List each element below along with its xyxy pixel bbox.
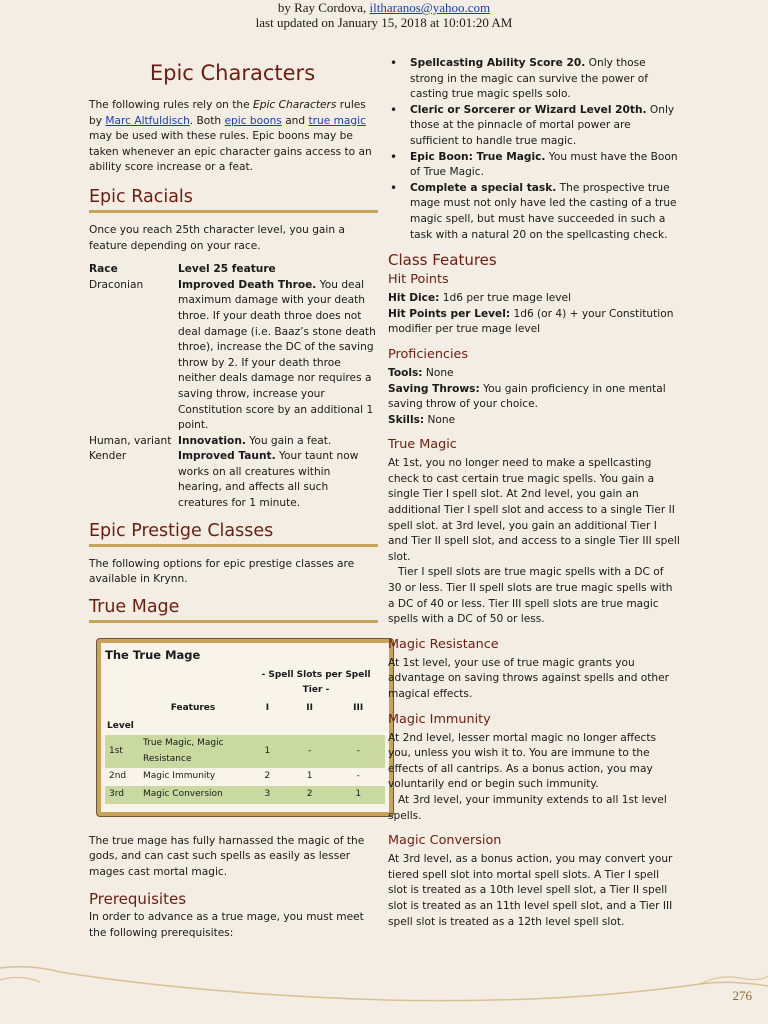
table-row — [105, 768, 385, 786]
race-name: Human, variant — [89, 434, 172, 447]
level-header: Level — [107, 720, 134, 731]
hp-level-text: 1d6 (or 4) + your Constitution modifier per true mage level — [388, 307, 674, 336]
heading-rule — [89, 210, 378, 213]
race-column-header — [89, 262, 178, 278]
magic-immunity-paragraph: At 3rd level, your immunity extends to all 1st level spells. — [388, 793, 667, 822]
magic-immunity-heading: Magic Immunity — [388, 711, 491, 727]
intro-text: may be used with these rules. Epic boons may be taken whenever an epic character gains access to an ability score increase or a feat. — [89, 130, 372, 174]
prerequisites-heading: Prerequisites — [89, 890, 187, 909]
tier-cell: - — [356, 771, 360, 782]
prereq-text: The prospective true mage must not only have led the casting of a true magic spell, but must have succeeded in such a task with a natural 20 on the spellcasting check. — [410, 181, 677, 241]
tools-text: None — [422, 366, 454, 379]
true-magic-heading: True Magic — [388, 437, 457, 453]
features-cell: Magic Immunity — [143, 771, 216, 782]
epic-boons-link[interactable]: epic boons — [224, 114, 282, 127]
feature-name: Improved Taunt. — [178, 450, 276, 463]
intro-emphasis: Epic Characters — [253, 99, 337, 111]
true-mage-table — [105, 667, 385, 804]
byline — [0, 0, 768, 15]
heading-rule — [89, 620, 378, 623]
race-name: Draconian — [89, 278, 144, 291]
race-name: Kender — [89, 450, 127, 463]
prereq-name: Epic Boon: True Magic. — [410, 150, 546, 163]
table-header-row — [105, 700, 385, 718]
magic-conversion-heading: Magic Conversion — [388, 833, 502, 849]
prereq-name: Cleric or Sorcerer or Wizard Level 20th. — [410, 103, 647, 116]
feature-name: Improved Death Throe. — [178, 278, 317, 291]
prereq-name: Complete a special task. — [410, 181, 557, 194]
prestige-intro: The following options for epic prestige classes are available in Krynn. — [89, 557, 355, 586]
email-link[interactable]: iltharanos@yahoo.com — [369, 0, 491, 15]
empty-header — [247, 718, 288, 736]
empty-header — [105, 667, 139, 700]
left-column — [89, 56, 376, 942]
true-mage-heading: True Mage — [89, 596, 180, 617]
feature-header-text: Level 25 feature — [178, 263, 276, 276]
last-updated: last updated on January 15, 2018 at 10:01:20 AM — [255, 15, 513, 30]
magic-resistance-text: At 1st level, your use of true magic grants you advantage on saving throws against spells and other magical effects. — [388, 656, 670, 700]
tier-cell: 2 — [264, 771, 271, 782]
skills-label: Skills: — [388, 413, 425, 426]
features-cell: True Magic, Magic Resistance — [139, 735, 247, 768]
race-feature — [178, 449, 376, 511]
author-link[interactable]: Marc Altfuldisch — [105, 114, 190, 127]
saves-label: Saving Throws: — [388, 382, 480, 395]
race-feature — [178, 278, 376, 434]
feature-text: You gain a feat. — [245, 434, 332, 447]
table-row — [105, 735, 385, 768]
table-row — [105, 786, 385, 804]
proficiencies-heading: Proficiencies — [388, 346, 469, 362]
features-header: Features — [170, 703, 216, 714]
tools-line — [388, 366, 680, 382]
tier-cell: 1 — [306, 771, 313, 782]
racials-intro: Once you reach 25th character level, you gain a feature depending on your race. — [89, 223, 345, 252]
feature-text: You deal maximum damage with your death throe. If your death throe does not deal damage (i.e. Baaz’s stone death throe), increase the DC of the saving throw by 2. If your death throe neither deals damage nor requires a saving throw, increase your Constitution score by an additional 1 point. — [178, 278, 376, 432]
true-magic-link[interactable]: true magic — [308, 114, 366, 127]
tier-header: I — [265, 703, 270, 714]
tier-header: III — [353, 703, 364, 714]
table-title: The True Mage — [105, 647, 201, 662]
tier-cell: 1 — [331, 786, 385, 804]
intro-text: . Both — [189, 114, 225, 127]
level-cell: 1st — [105, 735, 139, 768]
true-magic-paragraph: At 1st, you no longer need to make a spellcasting check to cast certain true magic spells. You gain a single Tier I spell slot. At 2nd level, you gain an additional Tier I spell slot and access to a single Tier II spell slot. at 3rd level, you gain an additional Tier I and Tier II spell slot, and access to a single Tier III spell slot. — [388, 457, 680, 563]
race-header-text: Race — [89, 263, 118, 276]
empty-header — [139, 718, 247, 736]
saving-throws-line — [388, 382, 680, 413]
empty-header — [288, 718, 332, 736]
skills-text: None — [424, 413, 456, 426]
right-column — [388, 56, 680, 930]
level-cell: 2nd — [109, 771, 127, 782]
prerequisites-list — [388, 56, 680, 243]
racials-heading: Epic Racials — [89, 186, 193, 207]
byline-text: by Ray Cordova, — [277, 0, 370, 15]
tier-cell: - — [331, 735, 385, 768]
empty-header — [105, 700, 139, 718]
list-item — [410, 103, 680, 150]
prereq-text: Only those at the pinnacle of mortal power are sufficient to handle true magic. — [410, 103, 675, 147]
race-table — [89, 262, 376, 512]
prerequisites-intro: In order to advance as a true mage, you must meet the following prerequisites: — [89, 911, 364, 939]
tier-cell: - — [288, 735, 332, 768]
features-cell: Magic Conversion — [139, 786, 247, 804]
prereq-text: Only those strong in the magic can survive the power of casting true magic spells solo. — [410, 57, 648, 101]
true-mage-description: The true mage has fully harnassed the magic of the gods, and can cast such spells as easily as lesser mages cast mortal magic. — [89, 834, 365, 878]
list-item — [410, 181, 680, 243]
slots-header: - Spell Slots per Spell Tier - — [261, 669, 371, 696]
table-header-row — [105, 667, 385, 700]
list-item — [410, 150, 680, 181]
hp-per-level-line — [388, 307, 680, 338]
hit-points-heading: Hit Points — [388, 272, 449, 288]
prereq-text: You must have the Boon of True Magic. — [410, 150, 678, 179]
tools-label: Tools: — [388, 366, 423, 379]
empty-header — [331, 718, 385, 736]
list-item — [410, 56, 680, 103]
intro-paragraph — [89, 98, 376, 176]
intro-text: The following rules rely on the — [89, 99, 254, 111]
footer-ornament — [0, 960, 768, 1024]
prereq-name: Spellcasting Ability Score 20. — [410, 57, 586, 69]
class-features-heading: Class Features — [388, 251, 497, 270]
magic-conversion-text: At 3rd level, as a bonus action, you may convert your tiered spell slot into mortal spell slots. A Tier I spell slot is treated as a 10th level spell slot, a Tier II spell slot is treated as an 11th level spell slot, and a Tier III spell slot is treated as a 12th level spell slot. — [388, 853, 673, 928]
level-cell: 3rd — [105, 786, 139, 804]
page-number: 276 — [732, 988, 752, 1003]
prestige-heading: Epic Prestige Classes — [89, 520, 274, 541]
true-mage-table-box — [97, 639, 393, 816]
tier-cell: 2 — [288, 786, 332, 804]
true-magic-paragraph: Tier I spell slots are true magic spells with a DC of 30 or less. Tier II spell slots are true magic spells with a DC of 40 or less. Tier III spell slots are true magic spells with a DC of 50 or less. — [388, 566, 673, 626]
magic-immunity-paragraph: At 2nd level, lesser mortal magic no longer affects you, unless you wish it to. You are immune to the effects of all cantrips. As a bonus action, you may voluntarily end or begin such immunity. — [388, 731, 657, 791]
tier-cell: 3 — [247, 786, 288, 804]
heading-rule — [89, 544, 378, 547]
page-title: Epic Characters — [149, 61, 316, 85]
intro-text: and — [281, 114, 309, 127]
race-feature — [178, 434, 376, 450]
hit-dice-label: Hit Dice: — [388, 292, 440, 305]
skills-line — [388, 413, 680, 429]
feature-text: Your taunt now works on all creatures within hearing, and affects all such creatures for 1 minute. — [178, 450, 359, 510]
page-header — [0, 0, 768, 30]
empty-header — [139, 667, 247, 700]
feature-column-header — [178, 262, 376, 278]
hp-level-label: Hit Points per Level: — [388, 307, 511, 320]
intro-text: rules by — [89, 99, 366, 127]
table-header-row — [105, 718, 385, 736]
hit-dice-line — [388, 291, 680, 307]
saves-text: You gain proficiency in one mental saving throw of your choice. — [388, 382, 666, 411]
tier-cell: 1 — [247, 735, 288, 768]
magic-resistance-heading: Magic Resistance — [388, 636, 499, 652]
feature-name: Innovation. — [178, 434, 246, 447]
hit-dice-text: 1d6 per true mage level — [439, 292, 572, 305]
tier-header: II — [306, 703, 313, 714]
